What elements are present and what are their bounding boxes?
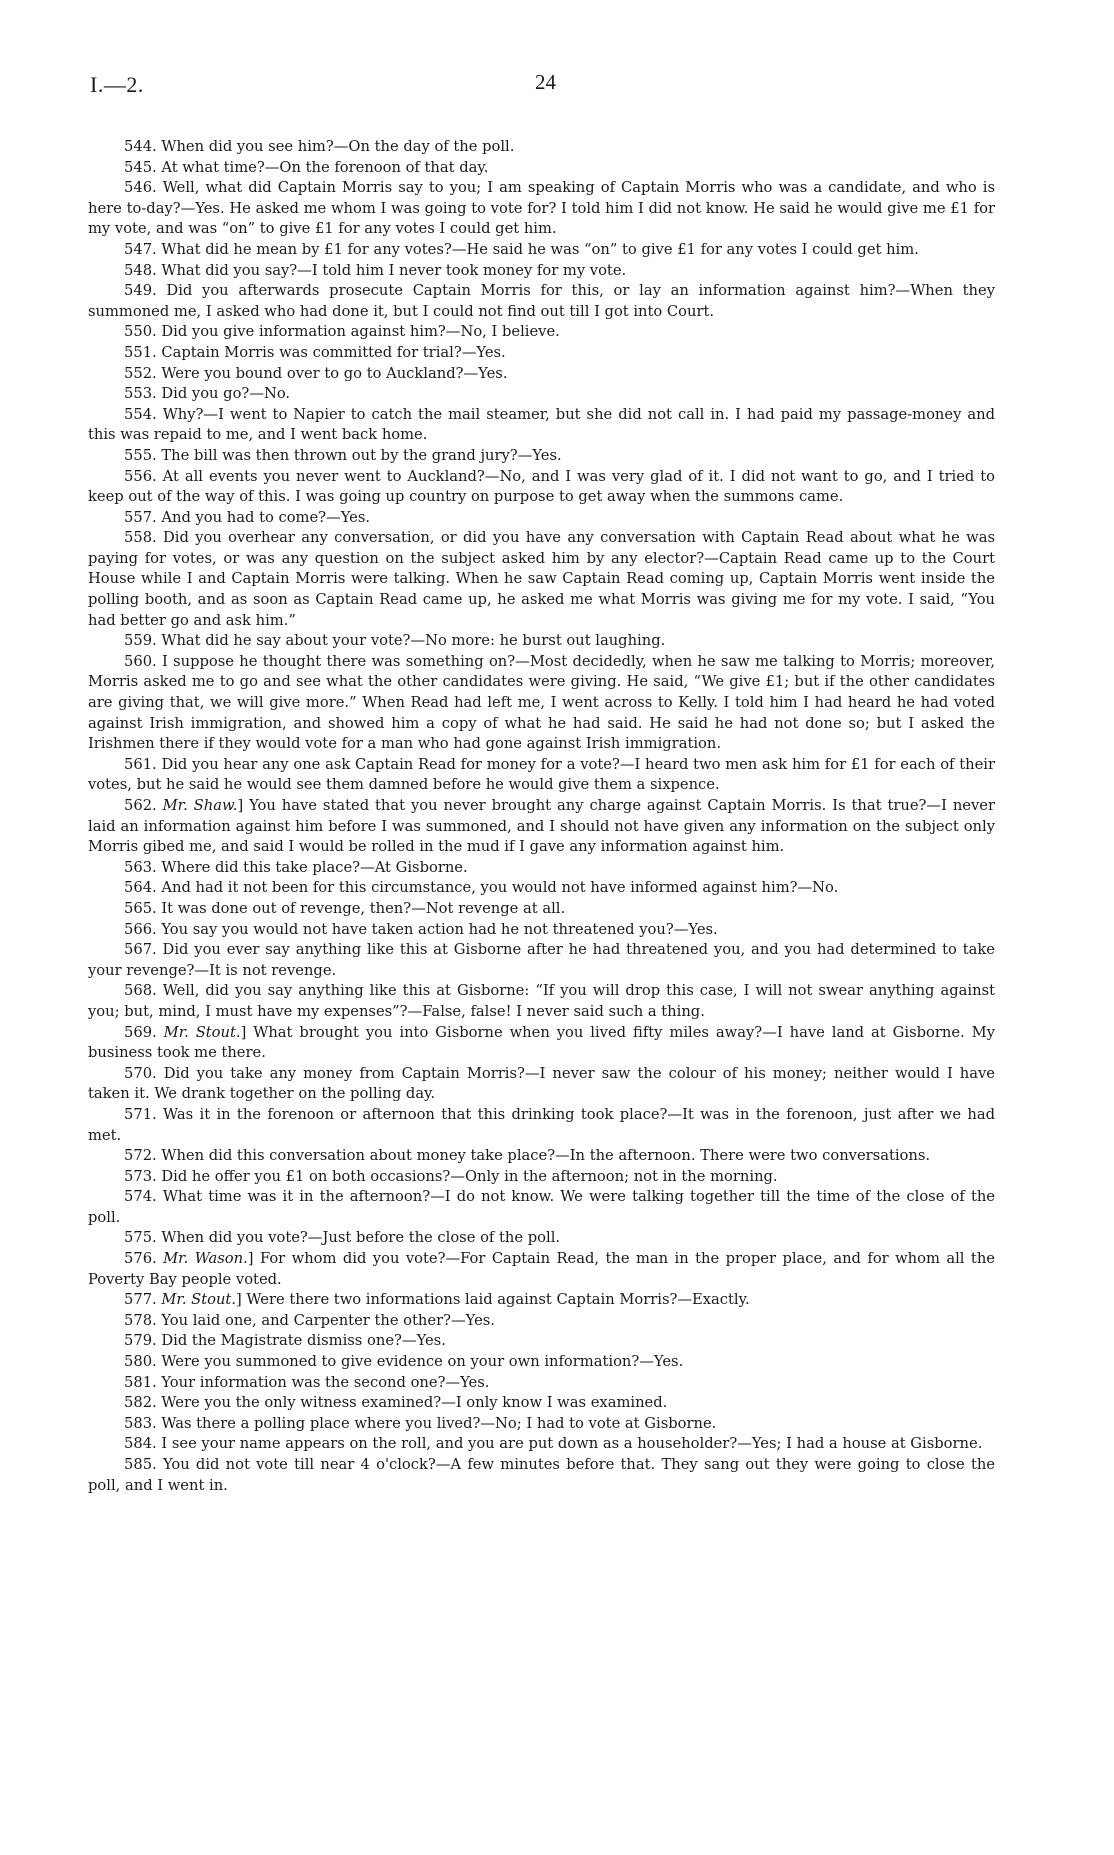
paragraph: 579. Did the Magistrate dismiss one?—Yes. <box>124 1332 446 1350</box>
paragraph: 572. When did this conversation about money take place?—In the afternoon. There were two conversations. <box>124 1147 931 1165</box>
paragraph: 584. I see your name appears on the roll, and you are put down as a householder?—Yes; I had a house at Gisborne. <box>124 1435 983 1453</box>
page-reference: I.—2. <box>90 72 144 97</box>
paragraph: 558. Did you overhear any conversation, or did you have any conversation with Captain Read about what he was paying for votes, or was any question on the subject asked him by any elector?—Captain Read came up to the Court House while I and Captain Morris were talking. When he saw Captain Read coming up, Captain Morris went inside the polling booth, and as soon as Captain Read came up, he asked me what Morris was giving me for my vote. I said, “You had better go and ask him.” <box>88 529 995 629</box>
paragraph: 549. Did you afterwards prosecute Captain Morris for this, or lay an information against him?—When they summoned me, I asked who had done it, but I could not find out till I got into Court. <box>88 282 995 320</box>
paragraph: 544. When did you see him?—On the day of the poll. <box>124 138 515 155</box>
paragraph: 551. Captain Morris was committed for trial?—Yes. <box>124 343 506 361</box>
paragraph: 563. Where did this take place?—At Gisborne. <box>124 858 468 876</box>
paragraph: 564. And had it not been for this circumstance, you would not have informed against him?—No. <box>124 879 839 897</box>
paragraph: 560. I suppose he thought there was something on?—Most decidedly, when he saw me talking to Morris; moreover, Morris asked me to go and see what the other candidates were giving. He said, “We give £1; but if the other candidates are giving that, we will give more.” When Read had left me, I went across to Kelly. I told him I had heard he had voted against Irish immigration, and showed him a copy of what he had said. He said he had not done so; but I asked the Irishmen there if they would vote for a man who had gone against Irish immigration. <box>88 652 995 753</box>
paragraph: 557. And you had to come?—Yes. <box>124 508 371 526</box>
paragraph: 545. At what time?—On the forenoon of that day. <box>124 158 489 176</box>
paragraph: 583. Was there a polling place where you lived?—No; I had to vote at Gisborne. <box>124 1414 717 1432</box>
paragraph: 552. Were you bound over to go to Auckland?—Yes. <box>124 364 508 382</box>
paragraph: 578. You laid one, and Carpenter the other?—Yes. <box>124 1311 495 1329</box>
paragraph: 562. Mr. Shaw.] You have stated that you never brought any charge against Captain Morris. Is that true?—I never laid an information against him before I was summoned, and I should not have given any information on the subject only Morris gibed me, and said I would be rolled in the mud if I gave any information against him. <box>88 797 996 856</box>
paragraph: 569. Mr. Stout.] What brought you into Gisborne when you lived fifty miles away?—I have land at Gisborne. My business took me there. <box>88 1023 995 1062</box>
speaker-name: Mr. Stout. <box>161 1291 236 1309</box>
paragraph: 555. The bill was then thrown out by the grand jury?—Yes. <box>124 446 562 464</box>
speaker-name: Mr. Shaw. <box>162 797 238 814</box>
paragraph: 547. What did he mean by £1 for any votes?—He said he was “on” to give £1 for any votes I could get him. <box>124 240 919 258</box>
paragraph: 575. When did you vote?—Just before the close of the poll. <box>124 1229 561 1247</box>
paragraph: 570. Did you take any money from Captain Morris?—I never saw the colour of his money; neither would I have taken it. We drank together on the polling day. <box>88 1064 995 1103</box>
paragraph: 548. What did you say?—I told him I never took money for my vote. <box>124 261 627 279</box>
paragraph: 582. Were you the only witness examined?—I only know I was examined. <box>124 1394 668 1412</box>
paragraph: 546. Well, what did Captain Morris say to you; I am speaking of Captain Morris who was a candidate, and who is here to-day?—Yes. He asked me whom I was going to vote for? I told him I did not know. He said he would give me £1 for my vote, and was “on” to give £1 for any votes I could get him. <box>88 179 995 238</box>
paragraph: 581. Your information was the second one?—Yes. <box>124 1373 490 1391</box>
paragraph: 553. Did you go?—No. <box>124 385 291 403</box>
paragraph: 574. What time was it in the afternoon?—I do not know. We were talking together till the time of the close of the poll. <box>88 1188 995 1226</box>
paragraph: 566. You say you would not have taken action had he not threatened you?—Yes. <box>124 920 718 938</box>
paragraph: 573. Did he offer you £1 on both occasions?—Only in the afternoon; not in the morning. <box>124 1167 778 1185</box>
body-text <box>88 137 995 1496</box>
paragraph: 568. Well, did you say anything like this at Gisborne: “If you will drop this case, I will not swear anything against you; but, mind, I must have my expenses”?—False, false! I never said such a thing. <box>88 982 995 1020</box>
paragraph: 556. At all events you never went to Auckland?—No, and I was very glad of it. I did not want to go, and I tried to keep out of the way of this. I was going up country on purpose to get away when the summons came. <box>88 467 995 506</box>
paragraph: 554. Why?—I went to Napier to catch the mail steamer, but she did not call in. I had paid my passage-money and this was repaid to me, and I went back home. <box>88 405 995 444</box>
paragraph: 567. Did you ever say anything like this at Gisborne after he had threatened you, and you had determined to take your revenge?—It is not revenge. <box>88 941 995 979</box>
paragraph: 577. Mr. Stout.] Were there two informations laid against Captain Morris?—Exactly. <box>124 1291 750 1309</box>
page-number: 24 <box>535 70 556 94</box>
paragraph: 565. It was done out of revenge, then?—Not revenge at all. <box>124 899 566 917</box>
paragraph: 571. Was it in the forenoon or afternoon that this drinking took place?—It was in the forenoon, just after we had met. <box>88 1105 995 1144</box>
speaker-name: Mr. Wason. <box>163 1250 248 1268</box>
paragraph: 585. You did not vote till near 4 o'clock?—A few minutes before that. They sang out they were going to close the poll, and I went in. <box>88 1456 995 1494</box>
paragraph: 561. Did you hear any one ask Captain Read for money for a vote?—I heard two men ask him for £1 for each of their votes, but he said he would see them damned before he would give them a sixpence. <box>88 755 995 794</box>
paragraph: 559. What did he say about your vote?—No more: he burst out laughing. <box>124 632 666 650</box>
paragraph: 576. Mr. Wason.] For whom did you vote?—For Captain Read, the man in the proper place, and for whom all the Poverty Bay people voted. <box>88 1250 995 1288</box>
paragraph: 550. Did you give information against him?—No, I believe. <box>124 323 560 341</box>
paragraph: 580. Were you summoned to give evidence on your own information?—Yes. <box>124 1353 684 1371</box>
speaker-name: Mr. Stout. <box>163 1023 241 1041</box>
